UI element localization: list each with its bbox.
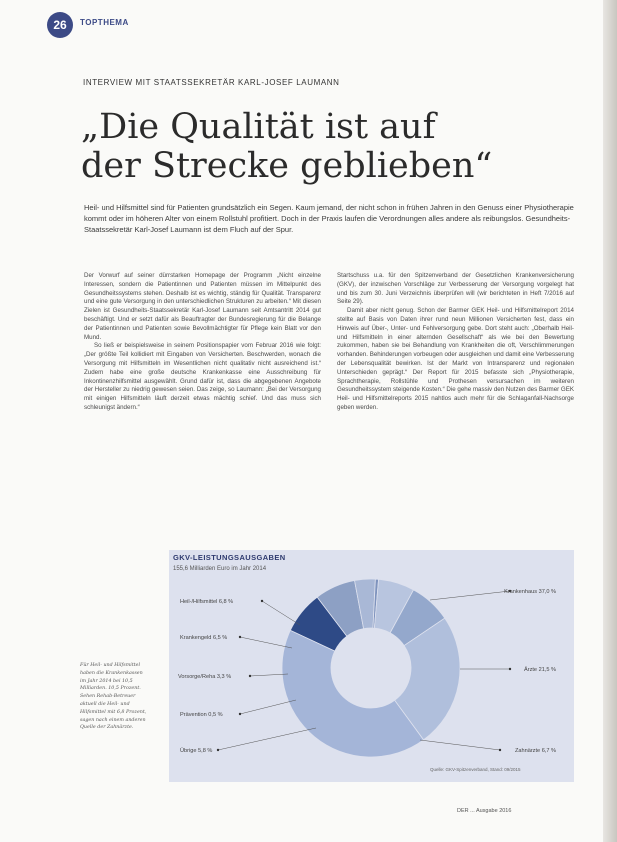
article-kicker: INTERVIEW MIT STAATSSEKRETÄR KARL-JOSEF LAUMANN bbox=[83, 78, 340, 87]
pie-label-3: Prävention 0,5 % bbox=[180, 712, 223, 718]
pie-label-0: Heil-/Hilfsmittel 6,8 % bbox=[180, 599, 234, 605]
headline-line-2: der Strecke geblieben“ bbox=[81, 146, 493, 186]
article-lead: Heil- und Hilfsmittel sind für Patienten grundsätzlich ein Segen. Kaum jemand, der nicht schon in frühen Jahren in den Genuss einer Physiotherapie kommt oder im höheren Alter von einem Rollstuhl profitiert. Doch in der Praxis laufen die Verordnungen alles andere als reibungslos. Gesundheits-Staatssekretär Karl-Josef Laumann ist dem Fluch auf der Spur. bbox=[84, 203, 574, 234]
leader-dot bbox=[239, 713, 241, 715]
section-label: TOPTHEMA bbox=[80, 18, 129, 27]
pie-label-6: Ärzte 21,5 % bbox=[523, 667, 556, 673]
chart-caption: Für Heil- und Hilfsmittel haben die Krankenkassen im Jahr 2014 bei 10,5 Milliarden. 10,5 Prozent. Sehen Rehab-Betreuer aktuell die Heil- und Hilfsmittel mit 6,8 Prozent, sagen nach einem anderen Quelle der Zahnärzte. bbox=[80, 663, 147, 731]
page-number-badge: 26 bbox=[47, 12, 73, 38]
leader-line bbox=[240, 700, 296, 714]
pie-label-5: Krankenhaus 37,0 % bbox=[504, 589, 556, 595]
leader-line bbox=[420, 740, 500, 750]
leader-dot bbox=[249, 675, 251, 677]
leader-dot bbox=[499, 749, 501, 751]
paragraph: Startschuss u.a. für den Spitzenverband der Gesetzlichen Krankenversicherung (GKV), der inzwischen Vorschläge zur Verbesserung der Versorgung vorgelegt hat und bis zum 30. Juni Verzeichnis überprüfen will (wir berichteten in Heft 7/2016 auf Seite 29). bbox=[337, 272, 574, 306]
paragraph: Der Vorwurf auf seiner dürrstarken Homepage der Programm „Nicht einzelne Interessen, sondern die Patientinnen und Patienten müssen im Mittelpunkt des Gesundheitssystems stehen. Deshalb ist es wichtig, ständig für Qualität. Transparenz und eine gute Versorgung in den unterschiedlichen Strukturen zu arbeiten.“ Mit diesen Zielen ist Gesundheits-Staatssekretär Karl-Josef Laumann seit Amtsantritt 2014 gut beschäftigt. Und er setzt dafür als Beauftragter der Bundesregierung für die Belange der Patientinnen und Patienten sowie Bevollmächtigter für Pflege kein Blatt vor den Mund. bbox=[84, 272, 321, 341]
pie-label-4: Übrige 5,8 % bbox=[180, 748, 213, 754]
chart-subtitle: 155,6 Milliarden Euro im Jahr 2014 bbox=[173, 566, 267, 572]
paragraph: Damit aber nicht genug. Schon der Barmer GEK Heil- und Hilfsmittelreport 2014 stellte auf Basis von Daten ihrer rund neun Millionen Versicherten fest, dass ein Hinweis auf Über-, Unter- und Fehlversorgung gebe. Dort steht auch: „Oberhalb Heil- und Hilfsmitteln in einer alternden Gesellschaft“ als wie bei den Bewertung zukommen, haben sie bei Behandlung von Krankheiten die oft, Verschlimmerungen vorhanden. Behinderungen vorbeugen oder ausgleichen und damit eine Verbesserung der Lebensqualität bewirken. Ist der Markt von Intransparenz und regionalen Unterschieden geprägt.“ Der Report für 2015 befasste sich „Physiotherapie, Sprachtherapie, Rollstühle und Prothesen versursachen im weiteren Gesundheitssystem steigende Kosten.“ Die gehe massiv den Nutzen des Barmer GEK Heil- und Hilfsmittelreports 2015 nahtlos auch mehr für die Schlaganfall-Nachsorge geben werden. bbox=[337, 307, 574, 411]
leader-dot bbox=[261, 600, 263, 602]
leader-dot bbox=[217, 749, 219, 751]
leader-dot bbox=[239, 636, 241, 638]
pie-label-2: Vorsorge/Reha 3,3 % bbox=[178, 674, 232, 680]
leader-line bbox=[218, 728, 316, 750]
paragraph: So ließ er beispielsweise in seinem Positionspapier vom Februar 2016 wie folgt: „Der größte Teil kollidiert mit Eingaben von Versicherten. Beschwerden, wonach die Versorgung mit Hilfsmitteln im Wesentlichen nicht qualitativ nicht ausreichend ist.“ Zudem habe eine große deutsche Krankenkasse eine Ausschreibung für Inkontinenzhilfsmittel ausgewählt. Grund dafür ist, dass die abgegebenen Angebote der Hersteller zu niedrig gewesen seien. Das zeige, so Laumann: „Bei der Versorgung mit einigen Hilfsmitteln läuft derzeit etwas mächtig schief. Und das muss sich schleunigst ändern.“ bbox=[84, 342, 321, 411]
page-footer: DER ... Ausgabe 2016 bbox=[457, 808, 512, 814]
leader-line bbox=[262, 601, 300, 625]
chart-title: GKV-LEISTUNGSAUSGABEN bbox=[173, 553, 286, 562]
leader-dot bbox=[509, 668, 511, 670]
pie-label-7: Zahnärzte 6,7 % bbox=[514, 748, 556, 754]
pie-label-1: Krankengeld 6,5 % bbox=[180, 635, 228, 641]
leader-line bbox=[240, 637, 292, 648]
headline-line-1: „Die Qualität ist auf bbox=[81, 107, 436, 147]
leader-line bbox=[430, 591, 510, 600]
chart-source: Quelle: GKV-Spitzenverband, Stand: 09/2015 bbox=[430, 767, 521, 772]
